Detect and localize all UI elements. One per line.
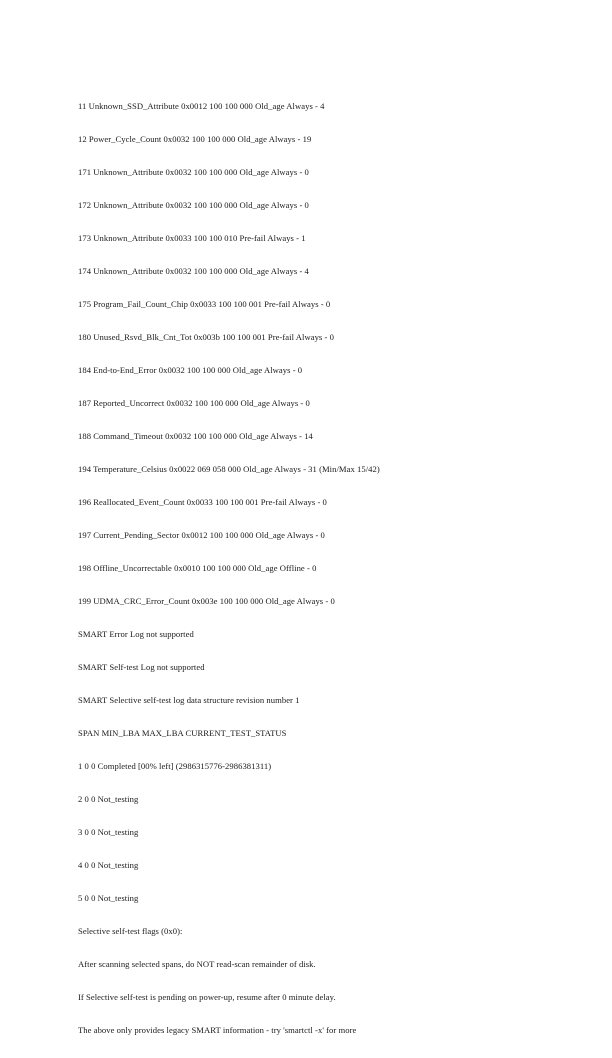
- attribute-row-188: 188 Command_Timeout 0x0032 100 100 000 Old_age Always - 14: [78, 431, 313, 441]
- attribute-row-180: 180 Unused_Rsvd_Blk_Cnt_Tot 0x003b 100 100 001 Pre-fail Always - 0: [78, 332, 334, 342]
- attribute-row-171: 171 Unknown_Attribute 0x0032 100 100 000 Old_age Always - 0: [78, 167, 309, 177]
- self-test-log-status: SMART Self-test Log not supported: [78, 662, 205, 672]
- attribute-row-172: 172 Unknown_Attribute 0x0032 100 100 000 Old_age Always - 0: [78, 200, 309, 210]
- span-row-2: 2 0 0 Not_testing: [78, 794, 139, 804]
- span-row-1: 1 0 0 Completed [00% left] (2986315776-2986381311): [78, 761, 272, 771]
- pending-note: If Selective self-test is pending on power-up, resume after 0 minute delay.: [78, 992, 336, 1002]
- span-table-header: SPAN MIN_LBA MAX_LBA CURRENT_TEST_STATUS: [78, 728, 287, 738]
- error-log-status: SMART Error Log not supported: [78, 629, 194, 639]
- span-row-4: 4 0 0 Not_testing: [78, 860, 139, 870]
- attribute-row-194: 194 Temperature_Celsius 0x0022 069 058 000 Old_age Always - 31 (Min/Max 15/42): [78, 464, 380, 474]
- attribute-row-187: 187 Reported_Uncorrect 0x0032 100 100 000 Old_age Always - 0: [78, 398, 310, 408]
- attribute-row-197: 197 Current_Pending_Sector 0x0012 100 100 000 Old_age Always - 0: [78, 530, 325, 540]
- attribute-row-175: 175 Program_Fail_Count_Chip 0x0033 100 100 001 Pre-fail Always - 0: [78, 299, 331, 309]
- attribute-row-199: 199 UDMA_CRC_Error_Count 0x003e 100 100 000 Old_age Always - 0: [78, 596, 335, 606]
- attribute-row-174: 174 Unknown_Attribute 0x0032 100 100 000 Old_age Always - 4: [78, 266, 309, 276]
- span-row-3: 3 0 0 Not_testing: [78, 827, 139, 837]
- smartctl-output-text: [78, 79, 380, 1058]
- attribute-row-173: 173 Unknown_Attribute 0x0033 100 100 010 Pre-fail Always - 1: [78, 233, 306, 243]
- span-row-5: 5 0 0 Not_testing: [78, 893, 139, 903]
- legacy-info-note: The above only provides legacy SMART information - try 'smartctl -x' for more: [78, 1025, 357, 1035]
- selective-log-revision: SMART Selective self-test log data structure revision number 1: [78, 695, 300, 705]
- attribute-row-11: 11 Unknown_SSD_Attribute 0x0012 100 100 000 Old_age Always - 4: [78, 101, 325, 111]
- attribute-row-198: 198 Offline_Uncorrectable 0x0010 100 100 000 Old_age Offline - 0: [78, 563, 317, 573]
- selective-flags: Selective self-test flags (0x0):: [78, 926, 183, 936]
- scan-note: After scanning selected spans, do NOT read-scan remainder of disk.: [78, 959, 316, 969]
- attribute-row-12: 12 Power_Cycle_Count 0x0032 100 100 000 Old_age Always - 19: [78, 134, 312, 144]
- attribute-row-184: 184 End-to-End_Error 0x0032 100 100 000 Old_age Always - 0: [78, 365, 303, 375]
- attribute-row-196: 196 Reallocated_Event_Count 0x0033 100 100 001 Pre-fail Always - 0: [78, 497, 327, 507]
